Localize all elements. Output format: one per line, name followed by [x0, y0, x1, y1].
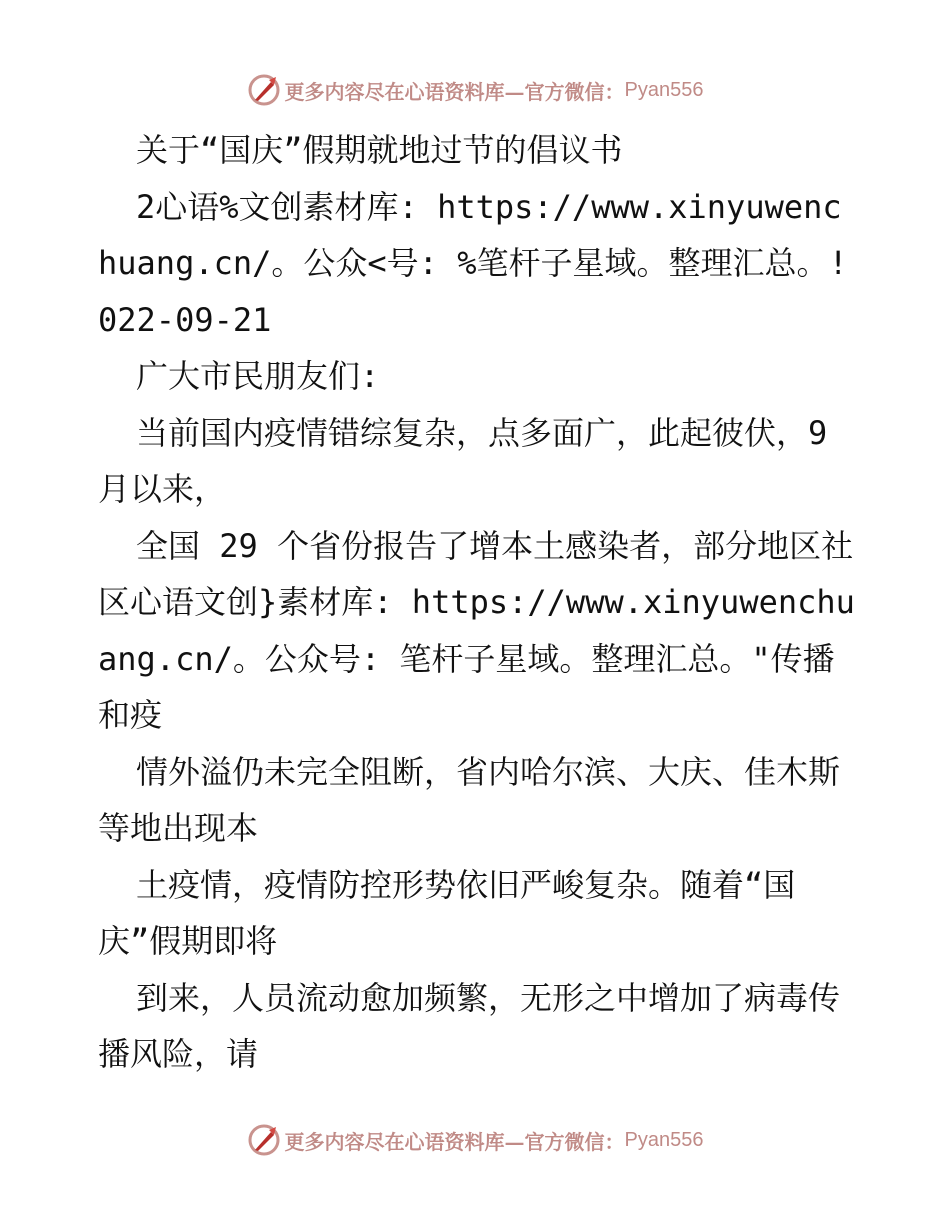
quill-logo-icon	[247, 1123, 281, 1157]
paragraph: 当前国内疫情错综复杂，点多面广，此起彼伏，9月以来，	[98, 413, 828, 508]
banner-wechat-id: Pyan556	[624, 78, 704, 101]
banner-text: 更多内容尽在心语资料库—	[284, 79, 525, 104]
document-title: 关于“国庆”假期就地过节的倡议书	[136, 131, 623, 169]
paragraph-source-note: 2心语%文创素材库: https://www.xinyuwenchuang.cn/。公众<号: %笔杆子星域。整理汇总。! 022-09-21	[98, 187, 867, 339]
banner-wechat-label: 官方微信：	[524, 1129, 625, 1154]
quill-logo-icon	[247, 73, 281, 107]
banner-wechat-id: Pyan556	[624, 1128, 704, 1151]
paragraph: 土疫情，疫情防控形势依旧严峻复杂。随着“国庆”假期即将	[98, 865, 796, 960]
paragraph-salutation: 广大市民朋友们:	[136, 357, 380, 395]
banner-text: 更多内容尽在心语资料库—	[284, 1129, 525, 1154]
footer-watermark-banner	[0, 1120, 950, 1160]
paragraph: 到来，人员流动愈加频繁，无形之中增加了病毒传播风险，请	[98, 978, 841, 1073]
paragraph: 全国 29 个省份报告了增本土感染者，部分地区社区心语文创}素材库: https://www.xinyuwenchuang.cn/。公众号: 笔杆子星域。整理汇总。"传播和疫	[98, 526, 855, 734]
header-watermark-banner	[0, 70, 950, 110]
banner-wechat-label: 官方微信：	[524, 79, 625, 104]
paragraph: 情外溢仍未完全阻断，省内哈尔滨、大庆、佳木斯等地出现本	[98, 752, 841, 847]
document-body	[98, 122, 867, 1083]
